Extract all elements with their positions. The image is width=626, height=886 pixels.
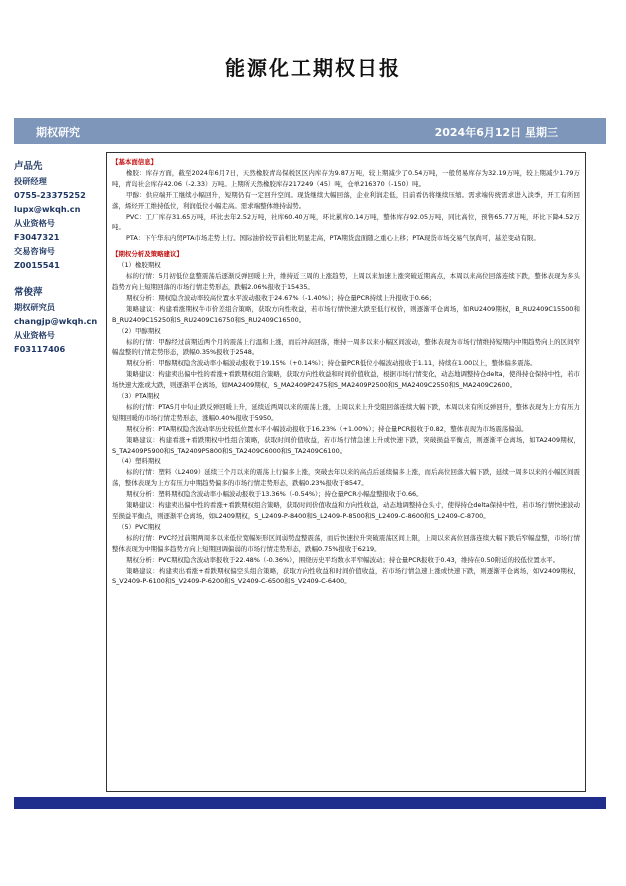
item-title: （1）橡胶期权 — [118, 261, 161, 270]
analyst-name: 卢品先 — [14, 161, 43, 172]
report-content — [106, 152, 586, 792]
analyst-cert-label: 从业资格号 — [14, 218, 55, 228]
item-market: 标的行情：PTA5月中旬止跌反弹回暖上升，延续近两周以来的震荡上涨，上周以来上升受阻回落连续大幅下跌，本周以来有所反弹回升，整体表现为上方有压力短期回暖的市场行情走势形态，涨幅0.40%报收于5950。 — [112, 402, 580, 422]
basic-methanol: 甲醇：供应端开工继续小幅回升，短期仍有一定回升空间。现货继续大幅回落，企业利润走低，目前看仍将继续压缩。需求端传统需求进入淡季，开工有所回落，烯烃开工维持低位，利润低位小幅走高。需求端整体维持弱势。 — [112, 190, 580, 210]
analyst-cert: F03117406 — [14, 344, 66, 354]
analyst-consult-label: 交易咨询号 — [14, 246, 55, 256]
analyst-email[interactable]: lupx@wkqh.cn — [14, 204, 81, 214]
basic-pta: PTA：下午华东内贸PTA市场走势上行。国际油价较节前相比明显走高，PTA期货盘面随之重心上移；PTA现货市场交易气氛尚可，基差变动有限。 — [126, 234, 540, 243]
analyst-name: 常俊萍 — [14, 287, 43, 298]
strategy-heading: 【期权分析及策略建议】 — [112, 250, 183, 259]
item-advice: 策略建议：构建看涨期权牛市价差组合策略，获取方向性收益，若市场行情快速大跌至低行权价，则逐渐平仓离场，如RU2409期权，B_RU2409C15500和B_RU2409C15250和S_RU2409C16750和S_RU2409C16500。 — [112, 304, 580, 324]
item-analysis: 期权分析：PVC期权隐含波动率报收于22.48%（-0.36%），围绕历史平均数水平窄幅波动；持仓量PCR报收于0.43，维持在0.50附近的较低位置水平。 — [126, 555, 560, 564]
item-advice: 策略建议：构建卖出偏中性的看涨+看跌期权组合策略，获取方向性收益和时间价值收益，根据市场行情变化，动态地调整持仓delta，使得持仓保持中性，若市场快速大涨或大跌，则逐渐平仓离场，如MA2409期权，S_MA2409P2475和S_MA2409P2500和S_MA2409C2550和S_MA2409C2600。 — [112, 370, 580, 390]
footer-bar — [14, 797, 606, 809]
basic-pvc: PVC：工厂库存31.65万吨，环比去年2.52万吨，社库60.40万吨，环比累库0.14万吨，整体库存92.05万吨，同比高位，预售65.77万吨，环比下降4.52万吨。 — [112, 212, 580, 232]
analyst-consult: Z0015541 — [14, 260, 60, 270]
basic-rubber: 橡胶：库存方面，截至2024年6月7日，天然橡胶青岛保税区区内库存为9.87万吨，较上期减少了0.54万吨，一般贸易库存为32.19万吨，较上期减少1.79万吨，青岛社会库存42.06（-2.33）万吨。上期所天然橡胶库存217249（45）吨，仓单216370（-150）吨。 — [112, 168, 580, 188]
item-analysis: 期权分析：塑料期权隐含波动率小幅波动报收于13.36%（-0.54%）；持仓量PCR小幅盘整报收于0.66。 — [126, 490, 423, 499]
basic-info-heading: 【基本面信息】 — [112, 158, 158, 166]
item-title: （3）PTA期权 — [118, 392, 160, 401]
report-date: 2024年6月12日 星期三 — [434, 126, 558, 139]
analyst-email[interactable]: changjp@wkqh.cn — [14, 316, 98, 326]
item-analysis: 期权分析：PTA期权隐含波动率历史较低位置水平小幅波动报收于16.23%（+1.00%）；持仓量PCR报收于0.82，整体表现为市场震荡偏弱。 — [126, 424, 528, 433]
item-market: 标的行情：甲醇经过前期近两个月的震荡上行温和上涨，而后冲高回落，维持一周多以来小幅区间波动，整体表现为市场行情维持短期内中期趋势向上的区间窄幅盘整的行情走势形态，跌幅0.35%报收于2548。 — [112, 337, 580, 357]
item-title: （5）PVC期权 — [118, 522, 161, 531]
analyst-title: 投研经理 — [14, 176, 47, 186]
item-advice: 策略建议：构建卖出看涨+看跌期权偏空头组合策略，获取方向性收益和时间价值收益，若市场行情急速上涨或快速下跌，则逐渐平仓离场，如V2409期权，S_V2409-P-6100和S_V2409-P-6200和S_V2409-C-6500和S_V2409-C-6400。 — [112, 566, 580, 586]
item-title: （2）甲醇期权 — [118, 326, 161, 335]
item-market: 标的行情：塑料（L2409）延续三个月以来的震荡上行偏多上涨，突破去年以来的高点后延续偏多上涨，而后高位回落大幅下跌，延续一周多以来的小幅区间震荡，整体表现为上方有压力中期趋势偏多的市场行情走势形态，跌幅0.23%报收于8547。 — [112, 468, 580, 488]
item-market: 标的行情：5月初低位盘整震荡后逐渐反弹回暖上升，维持近三周的上涨趋势，上周以来加速上涨突破近期高点，本周以来高位回落连续下跌，整体表现为多头趋势方向上短期回落的市场行情走势形态，跌幅2.06%报收于15435。 — [112, 272, 580, 291]
item-market: 标的行情：PVC经过前期两周多以来低位宽幅矩形区间弱势盘整震荡，而后快速拉升突破震荡区间上限，上周以来高位回落连续大幅下跌后窄幅盘整，市场行情整体表现为中期偏多趋势方向上短期回调偏弱的市场行情走势形态，跌幅0.75%报收于6219。 — [112, 533, 580, 553]
item-analysis: 期权分析：期权隐含波动率较高位置水平波动报收于24.67%（-1.40%）；持仓量PCR持续上升报收于0.66； — [126, 293, 436, 302]
header-bar — [14, 118, 606, 144]
item-advice: 策略建议：构建卖出偏中性的看涨+看跌期权组合策略，获取时间价值收益和方向性收益，动态地调整持仓头寸，使得持仓delta保持中性，若市场行情快速波动至损益平衡点，则逐渐平仓离场，如L2409期权，S_L2409-P-8400和S_L2409-P-8500和S_L2409-C-8600和S_L2409-C-8700。 — [112, 501, 580, 520]
analyst-title: 期权研究员 — [14, 302, 55, 312]
analyst-cert-label: 从业资格号 — [14, 330, 55, 340]
analyst-cert: F3047321 — [14, 232, 60, 242]
analyst-sidebar — [14, 160, 104, 356]
analyst-phone: 0755-23375252 — [14, 190, 86, 200]
report-title: 能源化工期权日报 — [225, 56, 401, 80]
item-advice: 策略建议：构建看涨+看跌期权中性组合策略，获取时间价值收益，若市场行情急速上升或快速下跌，突破损益平衡点，则逐渐平仓离场，如TA2409期权，S_TA2409P5900和S_TA2409P5800和S_TA2409C6000和S_TA2409C6100。 — [112, 435, 580, 455]
item-analysis: 期权分析：甲醇期权隐含波动率小幅波动报收于19.15%（+0.14%）；持仓量PCR低位小幅波动报收于1.11，持续在1.00以上，整体偏多震荡。 — [126, 359, 537, 368]
item-title: （4）塑料期权 — [118, 457, 161, 466]
section-label: 期权研究 — [36, 126, 80, 139]
